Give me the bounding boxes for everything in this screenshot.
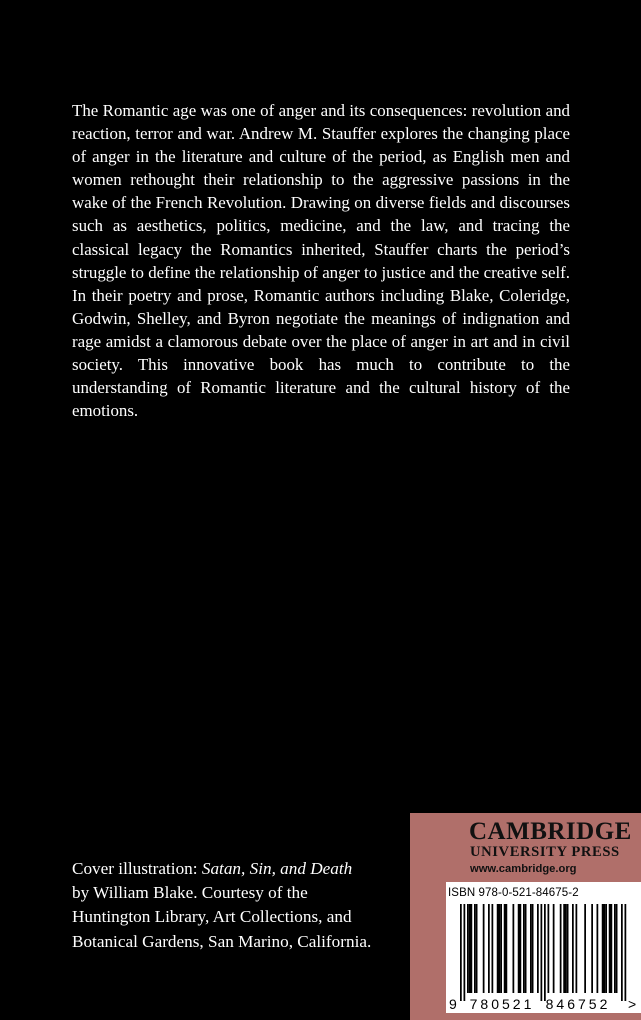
barcode-bar <box>611 904 613 993</box>
back-cover-blurb: The Romantic age was one of anger and its consequences: revolution and reaction, terror and war. Andrew M. Stauffer explores the changing place of anger in the literature and culture of the period, as English men and women rethought their relationship to the aggressive passions in the wake of the French Revolution. Drawing on diverse fields and discourses such as aesthetics, politics, medicine, and the law, and tracing the classical legacy the Romantics inherited, Stauffer charts the period’s struggle to define the relationship of anger to justice and the creative self. In their poetry and prose, Romantic authors including Blake, Coleridge, Godwin, Shelley, and Byron negotiate the meanings of indignation and rage amidst a clamorous debate over the place of anger in art and in civil society. This innovative book has much to contribute to the understanding of Romantic literature and the cultural history of the emotions. <box>72 101 570 421</box>
isbn-label: ISBN 978-0-521-84675-2 <box>448 887 579 899</box>
barcode-bar <box>483 904 485 993</box>
barcode-bar <box>492 904 494 993</box>
barcode-bar <box>506 904 508 993</box>
cover-illustration-credit <box>72 857 372 954</box>
publisher-subtitle: UNIVERSITY PRESS <box>470 844 620 860</box>
barcode-bar <box>548 904 550 993</box>
barcode-bar <box>471 904 473 993</box>
barcode-bar <box>560 904 562 993</box>
barcode-graphic <box>446 882 641 1013</box>
barcode-bar <box>532 904 534 993</box>
barcode-bar <box>553 904 555 993</box>
barcode-bar <box>597 904 599 993</box>
barcode-bar <box>499 904 501 993</box>
barcode-bar <box>474 904 476 993</box>
barcode-guard-bar <box>625 904 627 1001</box>
barcode-guard-bar <box>460 904 462 1001</box>
barcode-bar <box>469 904 471 993</box>
isbn-barcode <box>446 882 641 1013</box>
barcode-bar <box>523 904 525 993</box>
barcode-bar <box>605 904 607 993</box>
barcode-bar <box>476 904 478 993</box>
barcode-bar <box>537 904 539 993</box>
barcode-bar <box>497 904 499 993</box>
barcode-bar <box>609 904 611 993</box>
barcode-bar <box>525 904 527 993</box>
barcode-right-digits: 846752 <box>545 996 611 1012</box>
barcode-bar <box>616 904 618 993</box>
barcode-bar <box>602 904 604 993</box>
barcode-bar <box>500 904 502 993</box>
barcode-bar <box>563 904 565 993</box>
publisher-name: CAMBRIDGE <box>469 818 632 845</box>
barcode-guard-bar <box>544 904 546 1001</box>
barcode-bar <box>518 904 520 993</box>
barcode-bar <box>467 904 469 993</box>
barcode-bar <box>530 904 532 993</box>
barcode-bar <box>576 904 578 993</box>
barcode-end-mark: > <box>628 996 637 1012</box>
credit-prefix: Cover illustration: <box>72 859 202 878</box>
publisher-url: www.cambridge.org <box>470 863 577 875</box>
barcode-bar <box>513 904 515 993</box>
credit-suffix: by William Blake. Courtesy of the Huntington Library, Art Collections, and Botanical Gardens, San Marino, California. <box>72 883 372 951</box>
barcode-guard-bar <box>541 904 543 1001</box>
barcode-guard-bar <box>621 904 623 1001</box>
barcode-bar <box>584 904 586 993</box>
barcode-left-digits: 780521 <box>469 996 535 1012</box>
barcode-bar <box>565 904 567 993</box>
credit-artwork-title: Satan, Sin, and Death <box>201 859 353 878</box>
barcode-bar <box>614 904 616 993</box>
barcode-first-digit: 9 <box>449 996 457 1012</box>
barcode-guard-bar <box>464 904 466 1001</box>
barcode-bar <box>520 904 522 993</box>
barcode-bar <box>572 904 574 993</box>
barcode-bar <box>591 904 593 993</box>
barcode-bar <box>567 904 569 993</box>
barcode-bar <box>504 904 506 993</box>
barcode-bar <box>604 904 606 993</box>
barcode-bar <box>488 904 490 993</box>
publisher-panel <box>410 813 641 1020</box>
